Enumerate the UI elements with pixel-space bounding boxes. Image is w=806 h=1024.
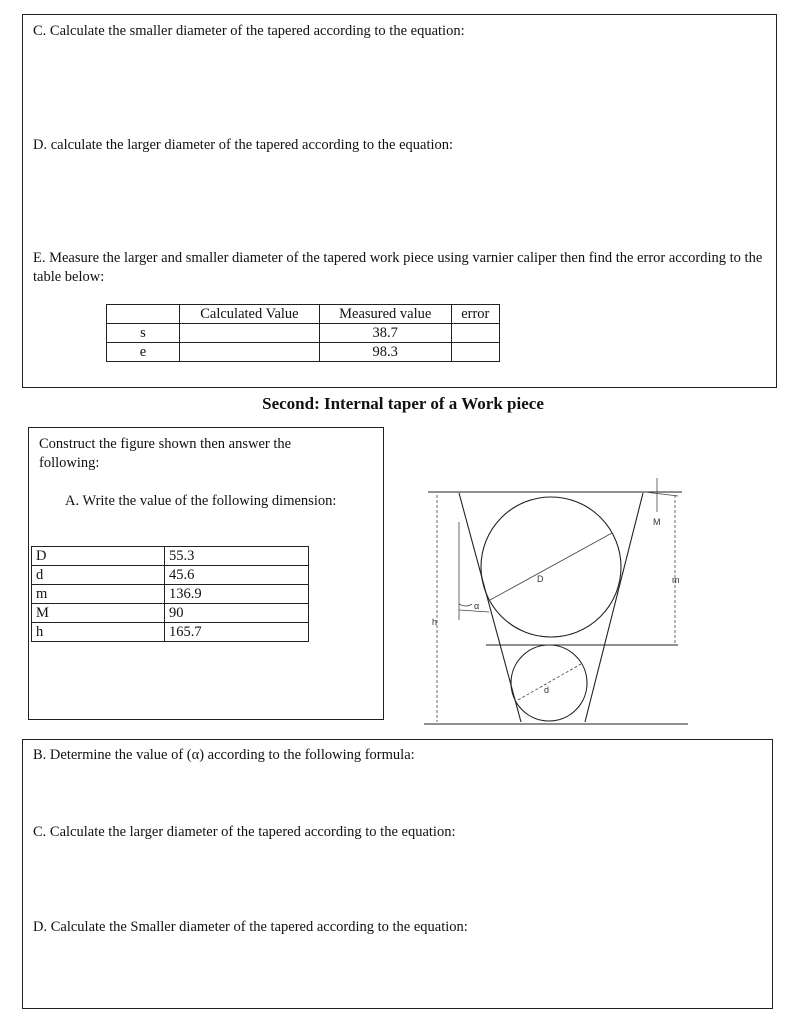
dimension-value: 165.7: [165, 623, 309, 642]
calculated-value-cell[interactable]: [180, 324, 320, 343]
D-diameter-line: [490, 533, 612, 600]
question-d-smaller-diameter: D. Calculate the Smaller diameter of the tapered according to the equation:: [33, 919, 468, 935]
error-table-header-error: error: [451, 305, 499, 324]
small-ball: [511, 645, 587, 721]
right-taper-wall: [585, 493, 643, 722]
question-c-smaller-diameter: C. Calculate the smaller diameter of the tapered according to the equation:: [33, 23, 465, 39]
M-top-tick: [645, 492, 678, 496]
table-row: [32, 566, 309, 585]
dimension-name: h: [32, 623, 165, 642]
construct-intro: Construct the figure shown then answer the following:: [39, 436, 292, 471]
table-row: [32, 547, 309, 566]
dimensions-table: [31, 546, 309, 642]
error-cell[interactable]: [451, 343, 499, 362]
calculated-value-cell[interactable]: [180, 343, 320, 362]
error-table: [106, 304, 500, 362]
row-label: s: [107, 324, 180, 343]
error-cell[interactable]: [451, 324, 499, 343]
measured-value-cell: 98.3: [319, 343, 451, 362]
row-label: e: [107, 343, 180, 362]
section-title: Second: Internal taper of a Work piece: [262, 394, 544, 413]
dimension-value: 136.9: [165, 585, 309, 604]
questions-box-3: [22, 739, 773, 1009]
error-table-header-calculated: Calculated Value: [180, 305, 320, 324]
table-row: [32, 623, 309, 642]
dimension-value: 55.3: [165, 547, 309, 566]
question-b-alpha: B. Determine the value of (α) according to the following formula:: [33, 747, 415, 763]
alpha-arc: [459, 604, 472, 606]
dimension-value: 45.6: [165, 566, 309, 585]
d-diameter-line: [518, 664, 581, 700]
dimension-name: d: [32, 566, 165, 585]
dimension-name: D: [32, 547, 165, 566]
figure-label-h: h: [432, 617, 438, 627]
table-row: [32, 585, 309, 604]
table-row: [32, 604, 309, 623]
table-row: [107, 343, 500, 362]
error-table-header-measured: Measured value: [319, 305, 451, 324]
large-ball: [481, 497, 621, 637]
figure-label-m: m: [672, 575, 680, 585]
question-d-larger-diameter: D. calculate the larger diameter of the tapered according to the equation:: [33, 137, 454, 153]
question-e-measure-error: E. Measure the larger and smaller diameter of the tapered work piece using varnier caliper then find the error according to the table below:: [33, 250, 763, 285]
figure-label-alpha: α: [474, 601, 480, 611]
dimension-value: 90: [165, 604, 309, 623]
dimension-name: M: [32, 604, 165, 623]
error-table-header-row: [107, 305, 500, 324]
figure-label-d: d: [544, 685, 550, 695]
question-a-dimensions: A. Write the value of the following dimension:: [65, 493, 337, 509]
figure-label-D: D: [537, 574, 544, 584]
figure-label-M: M: [653, 517, 661, 527]
question-c-larger-diameter: C. Calculate the larger diameter of the tapered according to the equation:: [33, 824, 456, 840]
dimension-name: m: [32, 585, 165, 604]
error-table-header-blank: [107, 305, 180, 324]
internal-taper-figure: [395, 455, 700, 730]
measured-value-cell: 38.7: [319, 324, 451, 343]
table-row: [107, 324, 500, 343]
